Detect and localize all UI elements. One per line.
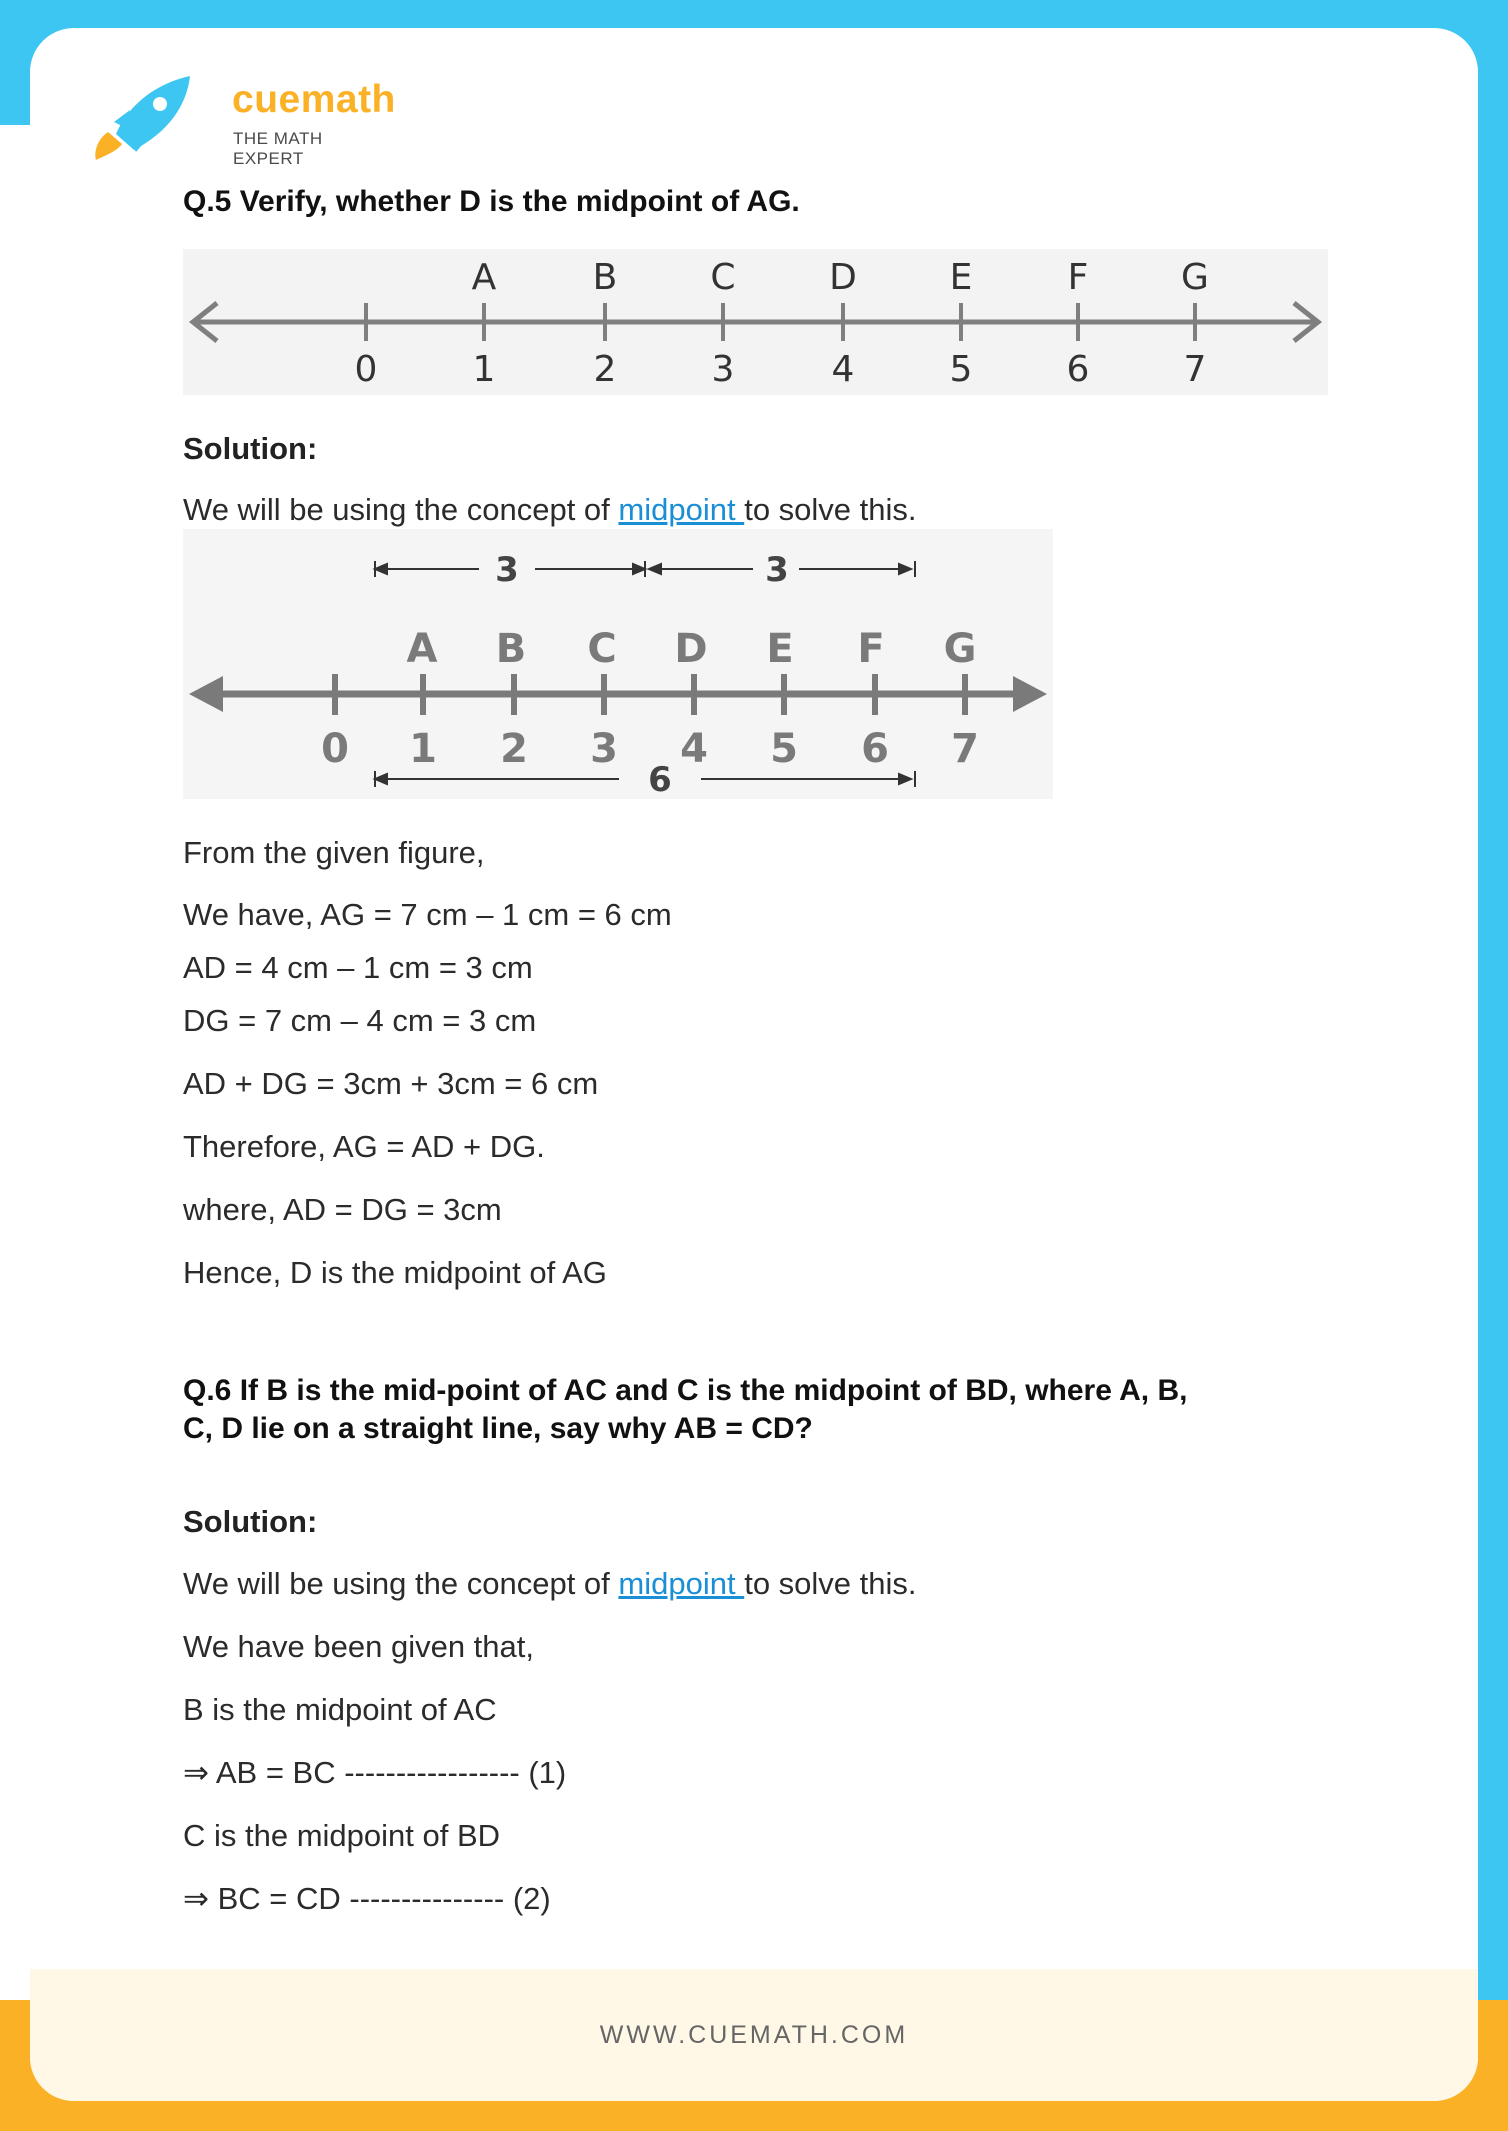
figure-2-letter-f: F bbox=[857, 626, 885, 672]
rocket-icon bbox=[86, 72, 196, 162]
figure-1-number-5: 5 bbox=[949, 349, 973, 390]
figure-1-number-0: 0 bbox=[354, 349, 378, 390]
figure-1-letter-e: E bbox=[949, 257, 973, 298]
figure-2-letter-c: C bbox=[587, 626, 617, 672]
question-6-text-1: If B is the mid-point of AC and C is the midpoint of BD, where A, B, bbox=[239, 1374, 1188, 1407]
figure-1-number-7: 7 bbox=[1183, 349, 1207, 390]
figure-2-letter-b: B bbox=[495, 626, 527, 672]
figure-1-letter-a: A bbox=[471, 257, 497, 298]
figure-2-number-4: 4 bbox=[680, 726, 708, 772]
brand-name: cuemath bbox=[232, 78, 396, 121]
cuemath-logo[interactable] bbox=[86, 72, 396, 168]
brand-tagline: THE MATH EXPERT bbox=[233, 129, 323, 168]
q5-line-2: We have, AG = 7 cm – 1 cm = 6 cm bbox=[183, 897, 672, 932]
figure-1-letter-c: C bbox=[710, 257, 736, 298]
figure-1-letter-b: B bbox=[592, 257, 618, 298]
figure-2-dim-left: 3 bbox=[495, 550, 519, 590]
figure-2-number-1: 1 bbox=[409, 726, 437, 772]
figure-2-number-3: 3 bbox=[590, 726, 618, 772]
q6-intro-after: to solve this. bbox=[744, 1566, 917, 1601]
figure-2-letter-g: G bbox=[943, 626, 977, 672]
question-6-line-1 bbox=[183, 1372, 1187, 1410]
q6-intro-before: We will be using the concept of bbox=[183, 1566, 619, 1601]
figure-1-number-4: 4 bbox=[831, 349, 855, 390]
figure-2-letter-a: A bbox=[406, 626, 438, 672]
number-line-figure-2 bbox=[183, 529, 1053, 799]
figure-1-number-6: 6 bbox=[1066, 349, 1090, 390]
q6-solution-label: Solution: bbox=[183, 1504, 318, 1539]
figure-1-number-2: 2 bbox=[593, 349, 617, 390]
q6-intro bbox=[183, 1565, 917, 1603]
q5-line-6: Therefore, AG = AD + DG. bbox=[183, 1129, 545, 1164]
midpoint-link-2[interactable]: midpoint bbox=[618, 1566, 745, 1601]
q5-intro-before: We will be using the concept of bbox=[183, 492, 619, 527]
q6-line-5: ⇒ BC = CD --------------- (2) bbox=[183, 1881, 551, 1916]
q5-line-3: AD = 4 cm – 1 cm = 3 cm bbox=[183, 950, 533, 985]
page-card bbox=[30, 28, 1478, 2101]
figure-1-letter-f: F bbox=[1067, 257, 1089, 298]
figure-2-dim-right: 3 bbox=[765, 550, 789, 590]
figure-1-number-3: 3 bbox=[711, 349, 735, 390]
question-5 bbox=[183, 183, 800, 221]
figure-1-number-1: 1 bbox=[472, 349, 496, 390]
figure-2-letter-d: D bbox=[674, 626, 708, 672]
question-5-text: Verify, whether D is the midpoint of AG. bbox=[239, 185, 800, 218]
q5-solution-label: Solution: bbox=[183, 431, 318, 466]
midpoint-link[interactable]: midpoint bbox=[618, 492, 745, 527]
figure-1-letter-g: G bbox=[1181, 257, 1209, 298]
footer bbox=[30, 1969, 1478, 2101]
figure-2-number-0: 0 bbox=[321, 726, 349, 772]
q6-line-2: B is the midpoint of AC bbox=[183, 1692, 497, 1727]
q5-line-8: Hence, D is the midpoint of AG bbox=[183, 1255, 607, 1290]
figure-2-letter-e: E bbox=[766, 626, 794, 672]
q6-line-1: We have been given that, bbox=[183, 1629, 535, 1664]
figure-2-number-7: 7 bbox=[951, 726, 979, 772]
figure-1-letter-d: D bbox=[829, 257, 857, 298]
figure-2-dim-total: 6 bbox=[648, 760, 672, 799]
q5-line-7: where, AD = DG = 3cm bbox=[183, 1192, 502, 1227]
q5-line-5: AD + DG = 3cm + 3cm = 6 cm bbox=[183, 1066, 599, 1101]
question-5-number: Q.5 bbox=[183, 185, 232, 218]
q5-line-1: From the given figure, bbox=[183, 835, 485, 870]
figure-2-number-6: 6 bbox=[861, 726, 889, 772]
question-6-line-2: C, D lie on a straight line, say why AB = CD? bbox=[183, 1412, 813, 1445]
q5-intro bbox=[183, 491, 917, 529]
number-line-figure-1 bbox=[183, 249, 1328, 395]
figure-2-number-2: 2 bbox=[500, 726, 528, 772]
q5-line-4: DG = 7 cm – 4 cm = 3 cm bbox=[183, 1003, 537, 1038]
figure-2-number-5: 5 bbox=[770, 726, 798, 772]
question-6-number: Q.6 bbox=[183, 1374, 232, 1407]
q6-line-4: C is the midpoint of BD bbox=[183, 1818, 501, 1853]
q6-line-3: ⇒ AB = BC ----------------- (1) bbox=[183, 1755, 567, 1790]
q5-intro-after: to solve this. bbox=[744, 492, 917, 527]
footer-url[interactable]: WWW.CUEMATH.COM bbox=[599, 2020, 909, 2049]
